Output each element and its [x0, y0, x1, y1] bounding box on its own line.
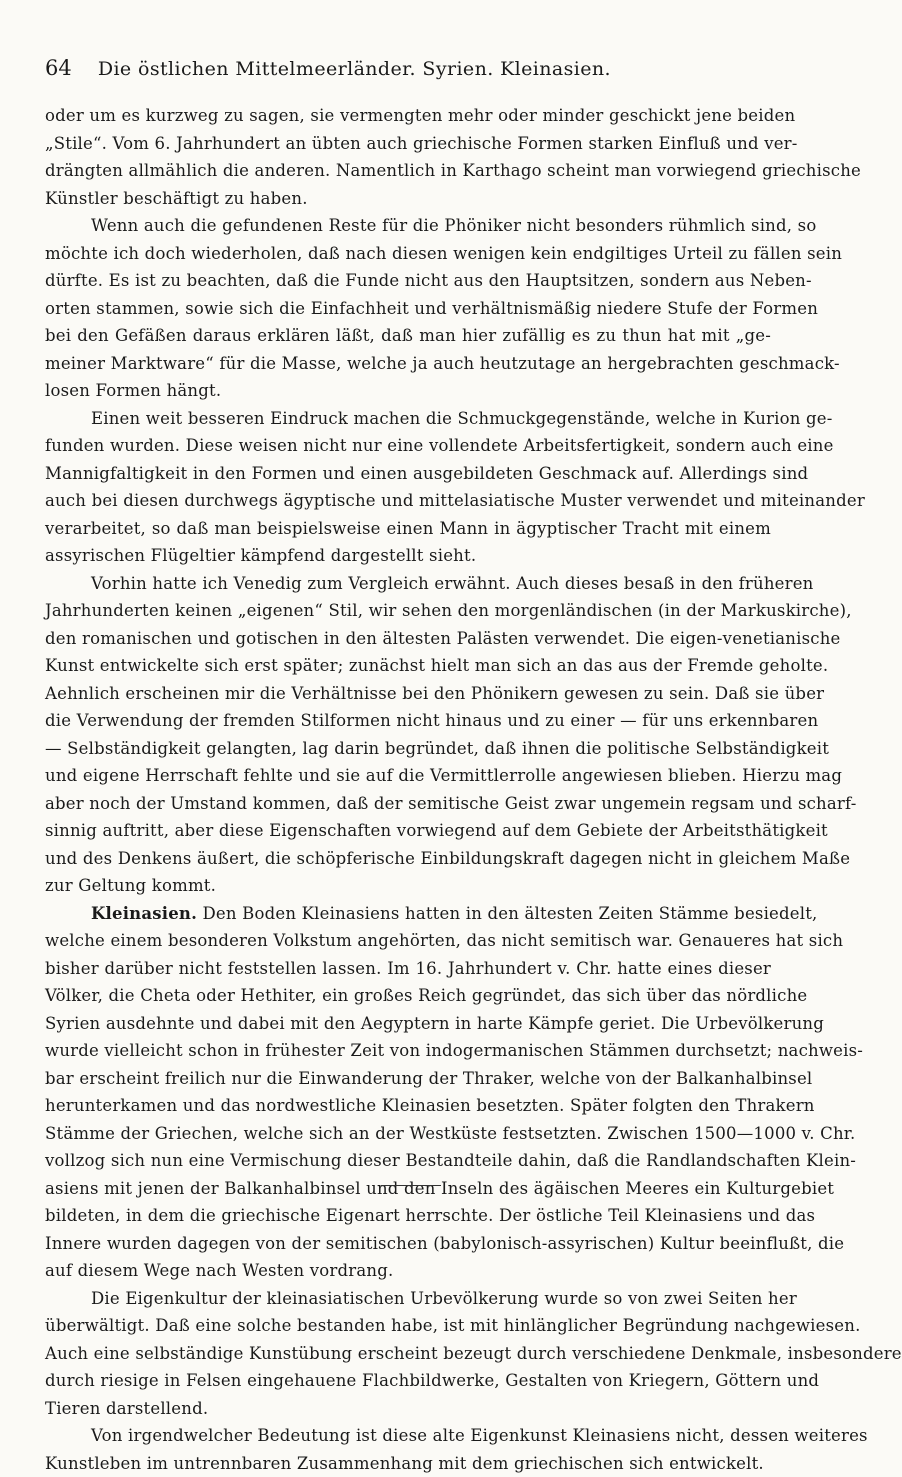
closing-rule — [381, 1185, 441, 1186]
line-text: überwältigt. Daß eine solche bestanden habe, ist mit hinlänglicher Begründung nachgewiesen. — [45, 1316, 861, 1335]
text-line — [45, 515, 771, 543]
text-line — [45, 1395, 771, 1423]
text-line — [45, 405, 771, 433]
text-line — [45, 1202, 771, 1230]
line-text: oder um es kurzweg zu sagen, sie vermengten mehr oder minder geschickt jene beiden — [45, 106, 795, 125]
line-text: drängten allmählich die anderen. Namentlich in Karthago scheint man vorwiegend griechische — [45, 161, 861, 180]
line-text: Auch eine selbständige Kunstübung erscheint bezeugt durch verschiedene Denkmale, insbesondere — [45, 1344, 902, 1363]
line-text: wurde vielleicht schon in frühester Zeit von indogermanischen Stämmen durchsetzt; nachweis- — [45, 1041, 863, 1060]
line-text: asiens mit jenen der Balkanhalbinsel und den Inseln des ägäischen Meeres ein Kulturgebiet — [45, 1179, 834, 1198]
text-line — [45, 1450, 771, 1477]
text-line — [45, 982, 771, 1010]
text-line — [45, 460, 771, 488]
line-text: Völker, die Cheta oder Hethiter, ein großes Reich gegründet, das sich über das nördliche — [45, 986, 807, 1005]
line-text: Den Boden Kleinasiens hatten in den ältesten Zeiten Stämme besiedelt, — [197, 904, 817, 923]
line-text: Mannigfaltigkeit in den Formen und einen ausgebildeten Geschmack auf. Allerdings sind — [45, 464, 808, 483]
text-line — [45, 625, 771, 653]
text-line — [45, 817, 771, 845]
text-line — [45, 240, 771, 268]
text-line — [45, 735, 771, 763]
line-text: Aehnlich erscheinen mir die Verhältnisse bei den Phönikern gewesen zu sein. Daß sie über — [45, 684, 824, 703]
text-line — [45, 1120, 771, 1148]
line-text: losen Formen hängt. — [45, 381, 221, 400]
line-text: dürfte. Es ist zu beachten, daß die Funde nicht aus den Hauptsitzen, sondern aus Neben- — [45, 271, 812, 290]
line-text: Kunstleben im untrennbaren Zusammenhang mit dem griechischen sich entwickelt. — [45, 1454, 764, 1473]
text-line — [45, 267, 771, 295]
text-line — [45, 845, 771, 873]
text-line — [45, 955, 771, 983]
line-text: Innere wurden dagegen von der semitischen (babylonisch-assyrischen) Kultur beeinflußt, die — [45, 1234, 844, 1253]
line-text: Einen weit besseren Eindruck machen die Schmuckgegenstände, welche in Kurion ge- — [91, 409, 833, 428]
line-text: Syrien ausdehnte und dabei mit den Aegyptern in harte Kämpfe geriet. Die Urbevölkerung — [45, 1014, 824, 1033]
line-text: Stämme der Griechen, welche sich an der Westküste festsetzten. Zwischen 1500—1000 v. Chr. — [45, 1124, 856, 1143]
text-line — [45, 927, 771, 955]
text-line — [45, 1340, 771, 1368]
text-line — [45, 102, 771, 130]
line-text: vollzog sich nun eine Vermischung dieser Bestandteile dahin, daß die Randlandschaften Klein- — [45, 1151, 856, 1170]
text-line — [45, 1010, 771, 1038]
running-title: Die östlichen Mittelmeerländer. Syrien. Kleinasien. — [98, 58, 611, 80]
line-text: assyrischen Flügeltier kämpfend dargestellt sieht. — [45, 546, 476, 565]
text-line — [45, 1257, 771, 1285]
line-text: den romanischen und gotischen in den ältesten Palästen verwendet. Die eigen-venetianische — [45, 629, 841, 648]
line-text: bar erscheint freilich nur die Einwanderung der Thraker, welche von der Balkanhalbinsel — [45, 1069, 812, 1088]
text-line — [45, 652, 771, 680]
text-line — [45, 790, 771, 818]
text-line — [45, 295, 771, 323]
line-text: Kunst entwickelte sich erst später; zunächst hielt man sich an das aus der Fremde geholte. — [45, 656, 828, 675]
line-text: herunterkamen und das nordwestliche Kleinasien besetzten. Später folgten den Thrakern — [45, 1096, 815, 1115]
text-line — [45, 570, 771, 598]
line-text: Vorhin hatte ich Venedig zum Vergleich erwähnt. Auch dieses besaß in den früheren — [91, 574, 814, 593]
line-text: funden wurden. Diese weisen nicht nur eine vollendete Arbeitsfertigkeit, sondern auch eine — [45, 436, 834, 455]
section-heading: Kleinasien. — [91, 904, 197, 923]
text-line — [45, 1175, 771, 1203]
line-text: welche einem besonderen Volkstum angehörten, das nicht semitisch war. Genaueres hat sich — [45, 931, 843, 950]
line-text: verarbeitet, so daß man beispielsweise einen Mann in ägyptischer Tracht mit einem — [45, 519, 771, 538]
line-text: bei den Gefäßen daraus erklären läßt, daß man hier zufällig es zu thun hat mit „ge- — [45, 326, 771, 345]
line-text: — Selbständigkeit gelangten, lag darin begründet, daß ihnen die politische Selbständigkeit — [45, 739, 829, 758]
line-text: möchte ich doch wiederholen, daß nach diesen wenigen kein endgiltiges Urteil zu fällen sein — [45, 244, 842, 263]
text-line — [45, 597, 771, 625]
line-text: meiner Marktware“ für die Masse, welche ja auch heutzutage an hergebrachten geschmack- — [45, 354, 840, 373]
line-text: und des Denkens äußert, die schöpferische Einbildungskraft dagegen nicht in gleichem Maße — [45, 849, 850, 868]
line-text: Künstler beschäftigt zu haben. — [45, 189, 308, 208]
text-line — [45, 1285, 771, 1313]
text-line — [45, 680, 771, 708]
text-line — [45, 185, 771, 213]
text-line — [45, 1147, 771, 1175]
text-line — [45, 900, 771, 928]
text-line — [45, 542, 771, 570]
text-line — [45, 1422, 771, 1450]
line-text: zur Geltung kommt. — [45, 876, 216, 895]
line-text: auch bei diesen durchwegs ägyptische und mittelasiatische Muster verwendet und miteinander — [45, 491, 865, 510]
text-line — [45, 377, 771, 405]
text-line — [45, 1312, 771, 1340]
page-number: 64 — [45, 56, 72, 80]
line-text: bisher darüber nicht feststellen lassen. Im 16. Jahrhundert v. Chr. hatte eines dieser — [45, 959, 771, 978]
text-line — [45, 1037, 771, 1065]
line-text: sinnig auftritt, aber diese Eigenschaften vorwiegend auf dem Gebiete der Arbeitsthätigkeit — [45, 821, 828, 840]
line-text: aber noch der Umstand kommen, daß der semitische Geist zwar ungemein regsam und scharf- — [45, 794, 857, 813]
line-text: die Verwendung der fremden Stilformen nicht hinaus und zu einer — für uns erkennbaren — [45, 711, 818, 730]
line-text: auf diesem Wege nach Westen vordrang. — [45, 1261, 393, 1280]
text-line — [45, 130, 771, 158]
line-text: Von irgendwelcher Bedeutung ist diese alte Eigenkunst Kleinasiens nicht, dessen weiteres — [91, 1426, 868, 1445]
text-line — [45, 762, 771, 790]
line-text: bildeten, in dem die griechische Eigenart herrschte. Der östliche Teil Kleinasiens und das — [45, 1206, 815, 1225]
text-line — [45, 432, 771, 460]
text-line — [45, 707, 771, 735]
text-line — [45, 322, 771, 350]
text-line — [45, 1065, 771, 1093]
line-text: orten stammen, sowie sich die Einfachheit und verhältnismäßig niedere Stufe der Formen — [45, 299, 818, 318]
line-text: Jahrhunderten keinen „eigenen“ Stil, wir sehen den morgenländischen (in der Markuskirche), — [45, 601, 852, 620]
text-line — [45, 212, 771, 240]
line-text: Wenn auch die gefundenen Reste für die Phöniker nicht besonders rühmlich sind, so — [91, 216, 816, 235]
text-line — [45, 1367, 771, 1395]
text-line — [45, 157, 771, 185]
body-text — [45, 102, 771, 1477]
page-header — [45, 56, 771, 80]
line-text: durch riesige in Felsen eingehauene Flachbildwerke, Gestalten von Kriegern, Göttern und — [45, 1371, 819, 1390]
line-text: Tieren darstellend. — [45, 1399, 208, 1418]
text-line — [45, 872, 771, 900]
text-line — [45, 1092, 771, 1120]
text-line — [45, 1230, 771, 1258]
line-text: „Stile“. Vom 6. Jahrhundert an übten auch griechische Formen starken Einfluß und ver- — [45, 134, 798, 153]
text-line — [45, 350, 771, 378]
line-text: und eigene Herrschaft fehlte und sie auf die Vermittlerrolle angewiesen blieben. Hierzu mag — [45, 766, 842, 785]
text-line — [45, 487, 771, 515]
line-text: Die Eigenkultur der kleinasiatischen Urbevölkerung wurde so von zwei Seiten her — [91, 1289, 797, 1308]
